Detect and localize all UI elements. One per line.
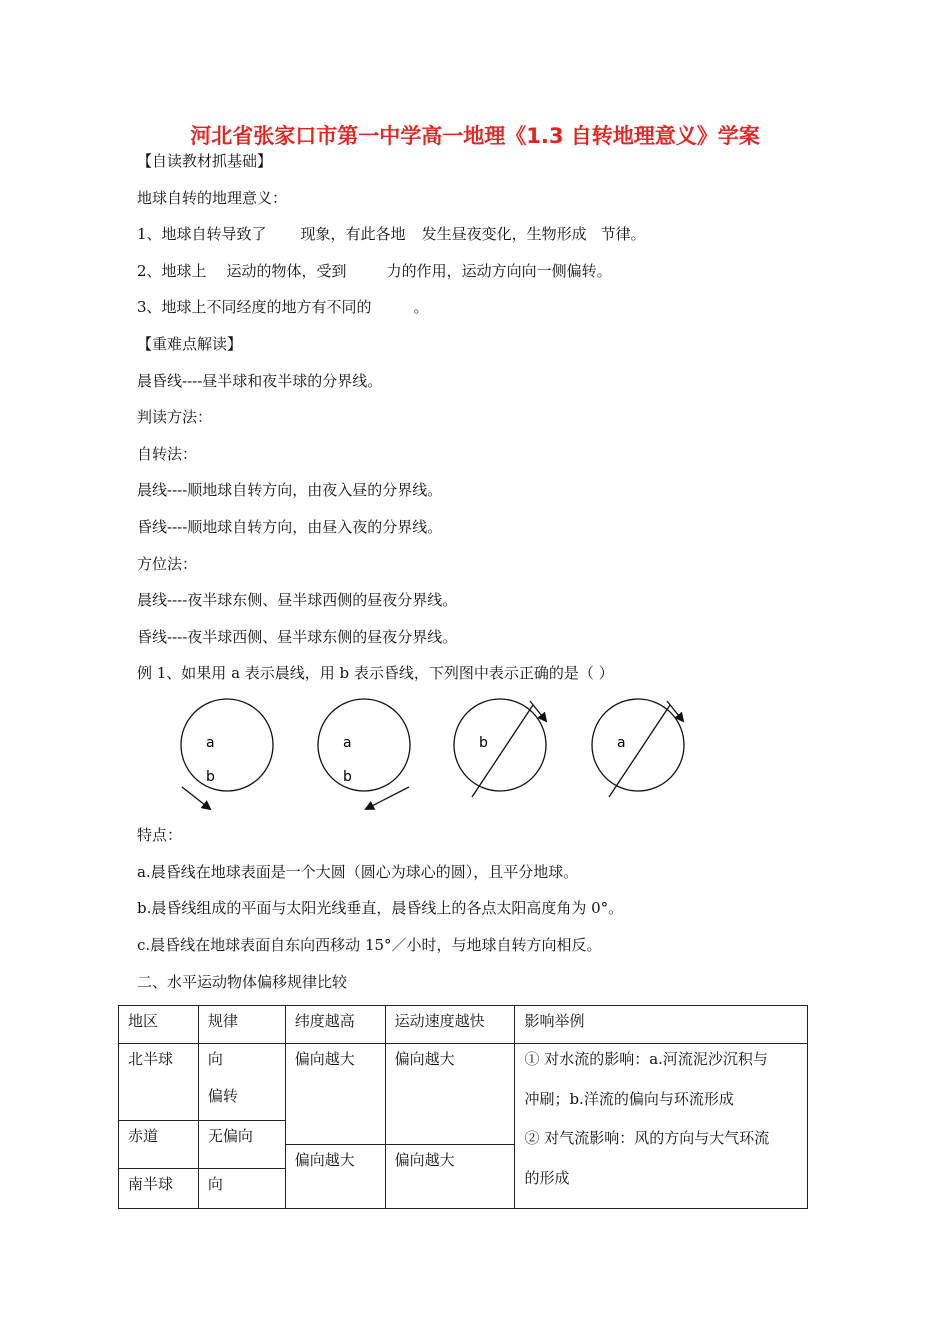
lat-south: 偏向越大 bbox=[285, 1145, 385, 1209]
speed-north: 偏向越大 bbox=[385, 1044, 515, 1145]
option-diagram-2 bbox=[318, 699, 410, 809]
region-equator: 赤道 bbox=[119, 1121, 199, 1169]
fill-line-3-part-a: 3、地球上不同经度的地方有不同的 bbox=[137, 298, 372, 316]
diagram-2-label-b: b bbox=[343, 769, 352, 785]
section-heading-deflection: 二、水平运动物体偏移规律比较 bbox=[137, 973, 348, 991]
diagram-4-label-a: a bbox=[617, 735, 626, 751]
rotation-arrow-1 bbox=[182, 787, 210, 809]
region-north: 北半球 bbox=[119, 1044, 199, 1121]
lat-north: 偏向越大 bbox=[285, 1044, 385, 1145]
effects-line-3: ② 对气流影响：风的方向与大气环流 bbox=[524, 1129, 770, 1147]
direction-dusk-line: 昏线----夜半球西侧、昼半球东侧的昼夜分界线。 bbox=[137, 628, 458, 646]
globe-circle-2 bbox=[318, 699, 410, 791]
option-diagram-1 bbox=[181, 699, 273, 809]
speed-south: 偏向越大 bbox=[385, 1145, 515, 1209]
diagram-3-label-b: b bbox=[479, 735, 488, 751]
diagram-1-label-a: a bbox=[206, 735, 215, 751]
globe-circle-3 bbox=[454, 699, 546, 791]
table-header-cell: 地区 bbox=[119, 1006, 199, 1044]
direction-dawn-line: 晨线----夜半球东侧、昼半球西侧的昼夜分界线。 bbox=[137, 591, 458, 609]
fill-line-3 bbox=[137, 297, 429, 317]
direction-method-label: 方位法： bbox=[137, 555, 198, 573]
table-header-cell: 纬度越高 bbox=[285, 1006, 385, 1044]
effects-line-2: 冲刷；b.洋流的偏向与环流形成 bbox=[524, 1090, 734, 1108]
globe-circle-1 bbox=[181, 699, 273, 791]
fill-line-1-part-d: 节律。 bbox=[600, 225, 646, 243]
fill-line-2-part-b: 运动的物体，受到 bbox=[226, 262, 347, 280]
feature-c: c.晨昏线在地球表面自东向西移动 15°／小时，与地球自转方向相反。 bbox=[137, 936, 602, 954]
fill-line-1-part-a: 1、地球自转导致了 bbox=[137, 225, 267, 243]
method-label: 判读方法： bbox=[137, 408, 213, 426]
effects-line-1: ① 对水流的影响：a.河流泥沙沉积与 bbox=[524, 1050, 768, 1068]
features-heading: 特点： bbox=[137, 826, 183, 844]
table-row-north bbox=[119, 1044, 808, 1121]
section-heading-self-study: 【自读教材抓基础】 bbox=[137, 152, 273, 170]
fill-line-3-part-b: 。 bbox=[413, 298, 429, 316]
fill-line-1-part-b: 现象，有此各地 bbox=[300, 225, 406, 243]
effects-line-4: 的形成 bbox=[524, 1169, 570, 1187]
table-header-cell: 影响举例 bbox=[515, 1006, 808, 1044]
fill-line-2-part-a: 2、地球上 bbox=[137, 262, 207, 280]
example-question: 例 1、如果用 a 表示晨线，用 b 表示昏线，下列图中表示正确的是（ ） bbox=[137, 664, 614, 682]
rule-north-line1: 向 bbox=[207, 1050, 223, 1068]
option-diagram-4 bbox=[592, 699, 684, 797]
intro-text: 地球自转的地理意义： bbox=[137, 189, 288, 207]
fill-line-2 bbox=[137, 261, 612, 281]
diagram-1-label-b: b bbox=[206, 769, 215, 785]
section-heading-key-points: 【重难点解读】 bbox=[137, 335, 243, 353]
rotation-method-label: 自转法： bbox=[137, 445, 198, 463]
rule-north bbox=[198, 1044, 285, 1121]
fill-line-1-part-c: 发生昼夜变化，生物形成 bbox=[421, 225, 587, 243]
fill-line-1 bbox=[137, 224, 646, 244]
terminator-line-4 bbox=[609, 705, 670, 797]
fill-line-2-part-c: 力的作用，运动方向向一侧偏转。 bbox=[386, 262, 612, 280]
terminator-definition: 晨昏线----昼半球和夜半球的分界线。 bbox=[137, 372, 383, 390]
table-header-cell: 规律 bbox=[198, 1006, 285, 1044]
rule-equator: 无偏向 bbox=[198, 1121, 285, 1169]
region-south: 南半球 bbox=[119, 1169, 199, 1209]
table-header-row bbox=[119, 1006, 808, 1044]
rotation-dawn-line: 晨线----顺地球自转方向，由夜入昼的分界线。 bbox=[137, 481, 443, 499]
rule-south: 向 bbox=[198, 1169, 285, 1209]
table-header-cell: 运动速度越快 bbox=[385, 1006, 515, 1044]
globe-circle-4 bbox=[592, 699, 684, 791]
effects-cell bbox=[515, 1044, 808, 1209]
rule-north-line2: 偏转 bbox=[207, 1087, 238, 1105]
diagram-2-label-a: a bbox=[343, 735, 352, 751]
terminator-line-3 bbox=[472, 705, 533, 797]
page-title: 河北省张家口市第一中学高一地理《1.3 自转地理意义》学案 bbox=[190, 124, 760, 148]
feature-a: a.晨昏线在地球表面是一个大圆（圆心为球心的圆），且平分地球。 bbox=[137, 863, 579, 881]
option-diagram-3 bbox=[454, 699, 546, 797]
terminator-figure bbox=[160, 695, 700, 815]
feature-b: b.晨昏线组成的平面与太阳光线垂直，晨昏线上的各点太阳高度角为 0°。 bbox=[137, 899, 624, 917]
rotation-dusk-line: 昏线----顺地球自转方向，由昼入夜的分界线。 bbox=[137, 518, 443, 536]
deflection-table bbox=[118, 1005, 808, 1209]
